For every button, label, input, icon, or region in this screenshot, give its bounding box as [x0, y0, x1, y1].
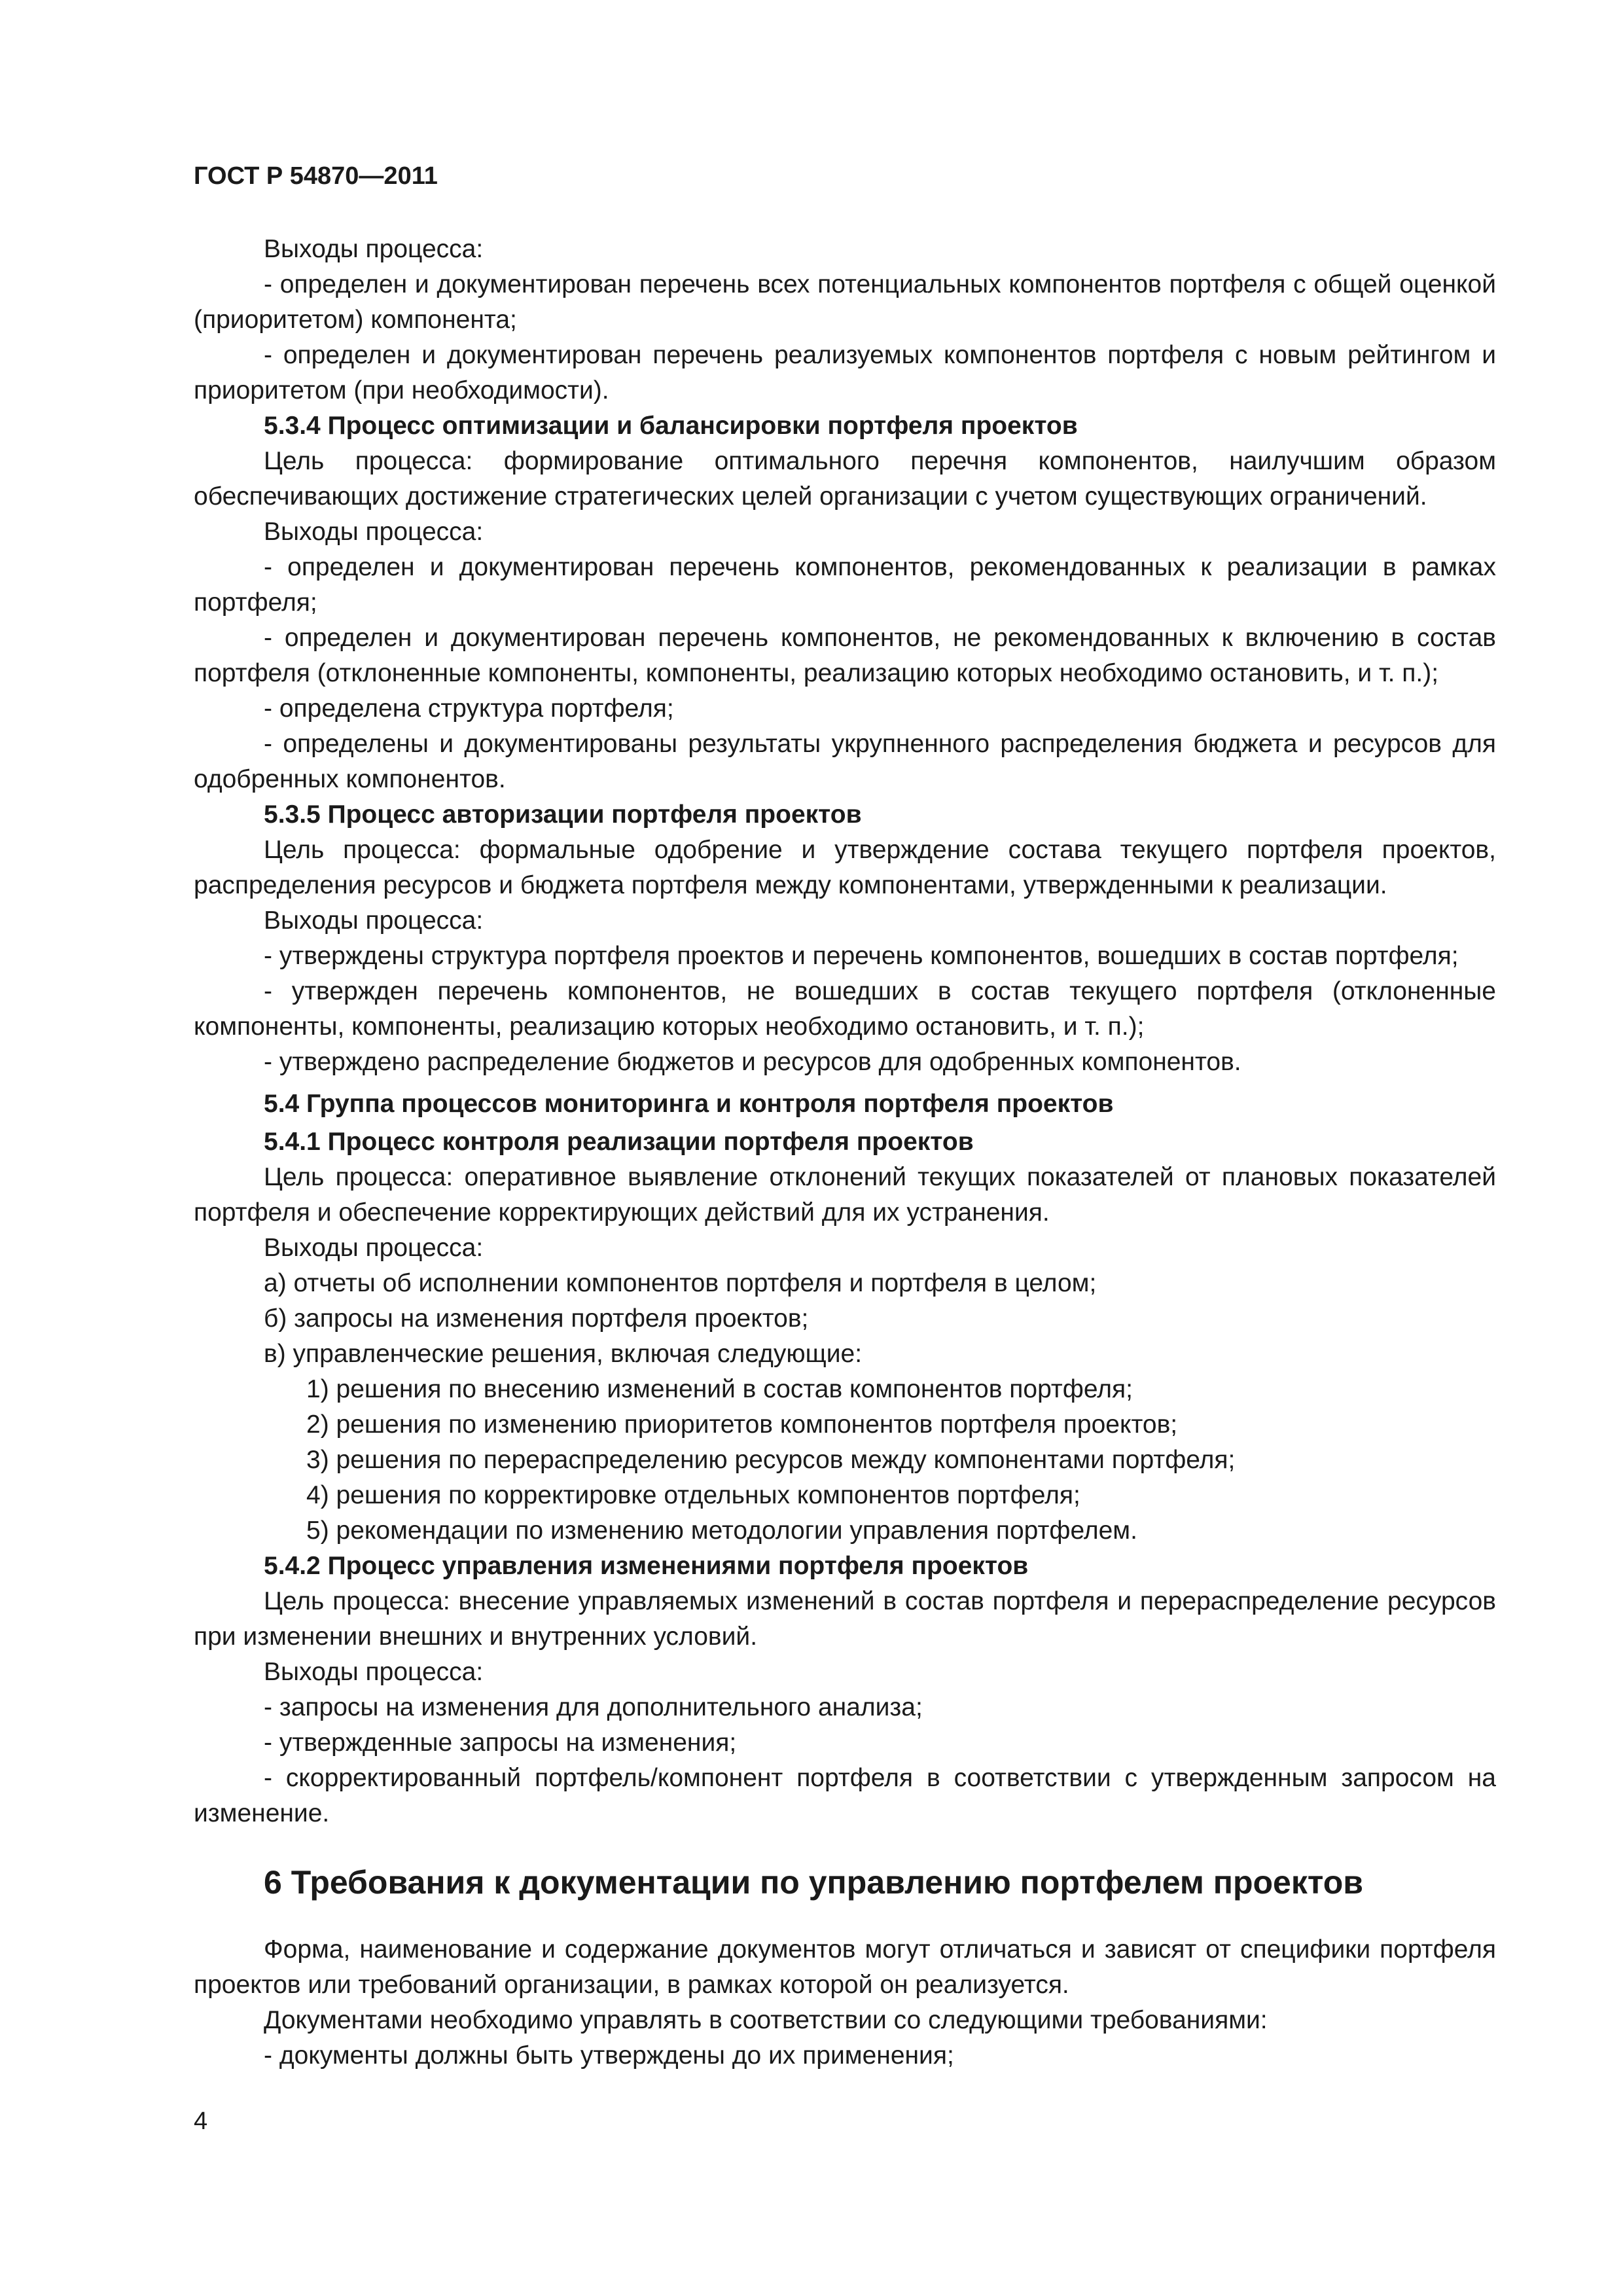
- paragraph: - запросы на изменения для дополнительного анализа;: [264, 1693, 923, 1721]
- paragraph: - документы должны быть утверждены до их применения;: [264, 2041, 954, 2070]
- paragraph: - определена структура портфеля;: [264, 694, 674, 723]
- list-item: б) запросы на изменения портфеля проектов;: [264, 1304, 809, 1333]
- section-heading-5-3-5: 5.3.5 Процесс авторизации портфеля проектов: [264, 800, 862, 829]
- list-item: в) управленческие решения, включая следующие:: [264, 1340, 863, 1368]
- paragraph: Цель процесса: внесение управляемых изменений в состав портфеля и перераспределение ресурсов при изменении внешних и внутренних условий.: [194, 1587, 1496, 1651]
- sub-list-item: 3) решения по перераспределению ресурсов между компонентами портфеля;: [306, 1446, 1236, 1474]
- paragraph: - утвержденные запросы на изменения;: [264, 1729, 737, 1757]
- paragraph: - утверждено распределение бюджетов и ресурсов для одобренных компонентов.: [264, 1048, 1241, 1076]
- section-heading-5-4-2: 5.4.2 Процесс управления изменениями портфеля проектов: [264, 1552, 1029, 1580]
- section-heading-6: 6 Требования к документации по управлению портфелем проектов: [264, 1864, 1363, 1901]
- paragraph: - определен и документирован перечень компонентов, не рекомендованных к включению в состав портфеля (отклоненные компоненты, компоненты, реализацию которых необходимо остановить, и т. п.);: [194, 624, 1496, 687]
- paragraph: Выходы процесса:: [264, 235, 484, 263]
- paragraph: - утвержден перечень компонентов, не вошедших в состав текущего портфеля (отклоненные компоненты, компоненты, реализацию которых необходимо остановить, и т. п.);: [194, 977, 1496, 1041]
- paragraph: Выходы процесса:: [264, 1234, 484, 1262]
- paragraph: - определен и документирован перечень всех потенциальных компонентов портфеля с общей оценкой (приоритетом) компонента;: [194, 270, 1496, 334]
- paragraph: - скорректированный портфель/компонент портфеля в соответствии с утвержденным запросом на изменение.: [194, 1764, 1496, 1827]
- paragraph: - определены и документированы результаты укрупненного распределения бюджета и ресурсов для одобренных компонентов.: [194, 730, 1496, 793]
- paragraph: - определен и документирован перечень компонентов, рекомендованных к реализации в рамках портфеля;: [194, 553, 1496, 617]
- section-heading-5-3-4: 5.3.4 Процесс оптимизации и балансировки портфеля проектов: [264, 412, 1078, 440]
- sub-list-item: 5) рекомендации по изменению методологии управления портфелем.: [306, 1516, 1137, 1545]
- paragraph: Документами необходимо управлять в соответствии со следующими требованиями:: [264, 2006, 1268, 2034]
- paragraph: Цель процесса: формальные одобрение и утверждение состава текущего портфеля проектов, распределения ресурсов и бюджета портфеля между компонентами, утвержденными к реализации.: [194, 836, 1496, 899]
- list-item: а) отчеты об исполнении компонентов портфеля и портфеля в целом;: [264, 1269, 1097, 1297]
- section-heading-5-4-1: 5.4.1 Процесс контроля реализации портфеля проектов: [264, 1128, 974, 1156]
- sub-list-item: 2) решения по изменению приоритетов компонентов портфеля проектов;: [306, 1410, 1178, 1439]
- paragraph: Выходы процесса:: [264, 1658, 484, 1686]
- paragraph: Выходы процесса:: [264, 906, 484, 935]
- paragraph: Форма, наименование и содержание документов могут отличаться и зависят от специфики портфеля проектов или требований организации, в рамках которой он реализуется.: [194, 1935, 1496, 1999]
- sub-list-item: 1) решения по внесению изменений в состав компонентов портфеля;: [306, 1375, 1133, 1403]
- document-body: [194, 232, 1496, 2073]
- page-number: 4: [194, 2108, 208, 2135]
- paragraph: - определен и документирован перечень реализуемых компонентов портфеля с новым рейтингом и приоритетом (при необходимости).: [194, 341, 1496, 404]
- document-code: ГОСТ Р 54870—2011: [194, 162, 438, 190]
- section-heading-5-4: 5.4 Группа процессов мониторинга и контроля портфеля проектов: [264, 1090, 1114, 1118]
- sub-list-item: 4) решения по корректировке отдельных компонентов портфеля;: [306, 1481, 1080, 1509]
- paragraph: Выходы процесса:: [264, 518, 484, 546]
- paragraph: - утверждены структура портфеля проектов и перечень компонентов, вошедших в состав портфеля;: [264, 942, 1459, 970]
- paragraph: Цель процесса: формирование оптимального перечня компонентов, наилучшим образом обеспечивающих достижение стратегических целей организации с учетом существующих ограничений.: [194, 447, 1496, 511]
- paragraph: Цель процесса: оперативное выявление отклонений текущих показателей от плановых показателей портфеля и обеспечение корректирующих действий для их устранения.: [194, 1163, 1496, 1227]
